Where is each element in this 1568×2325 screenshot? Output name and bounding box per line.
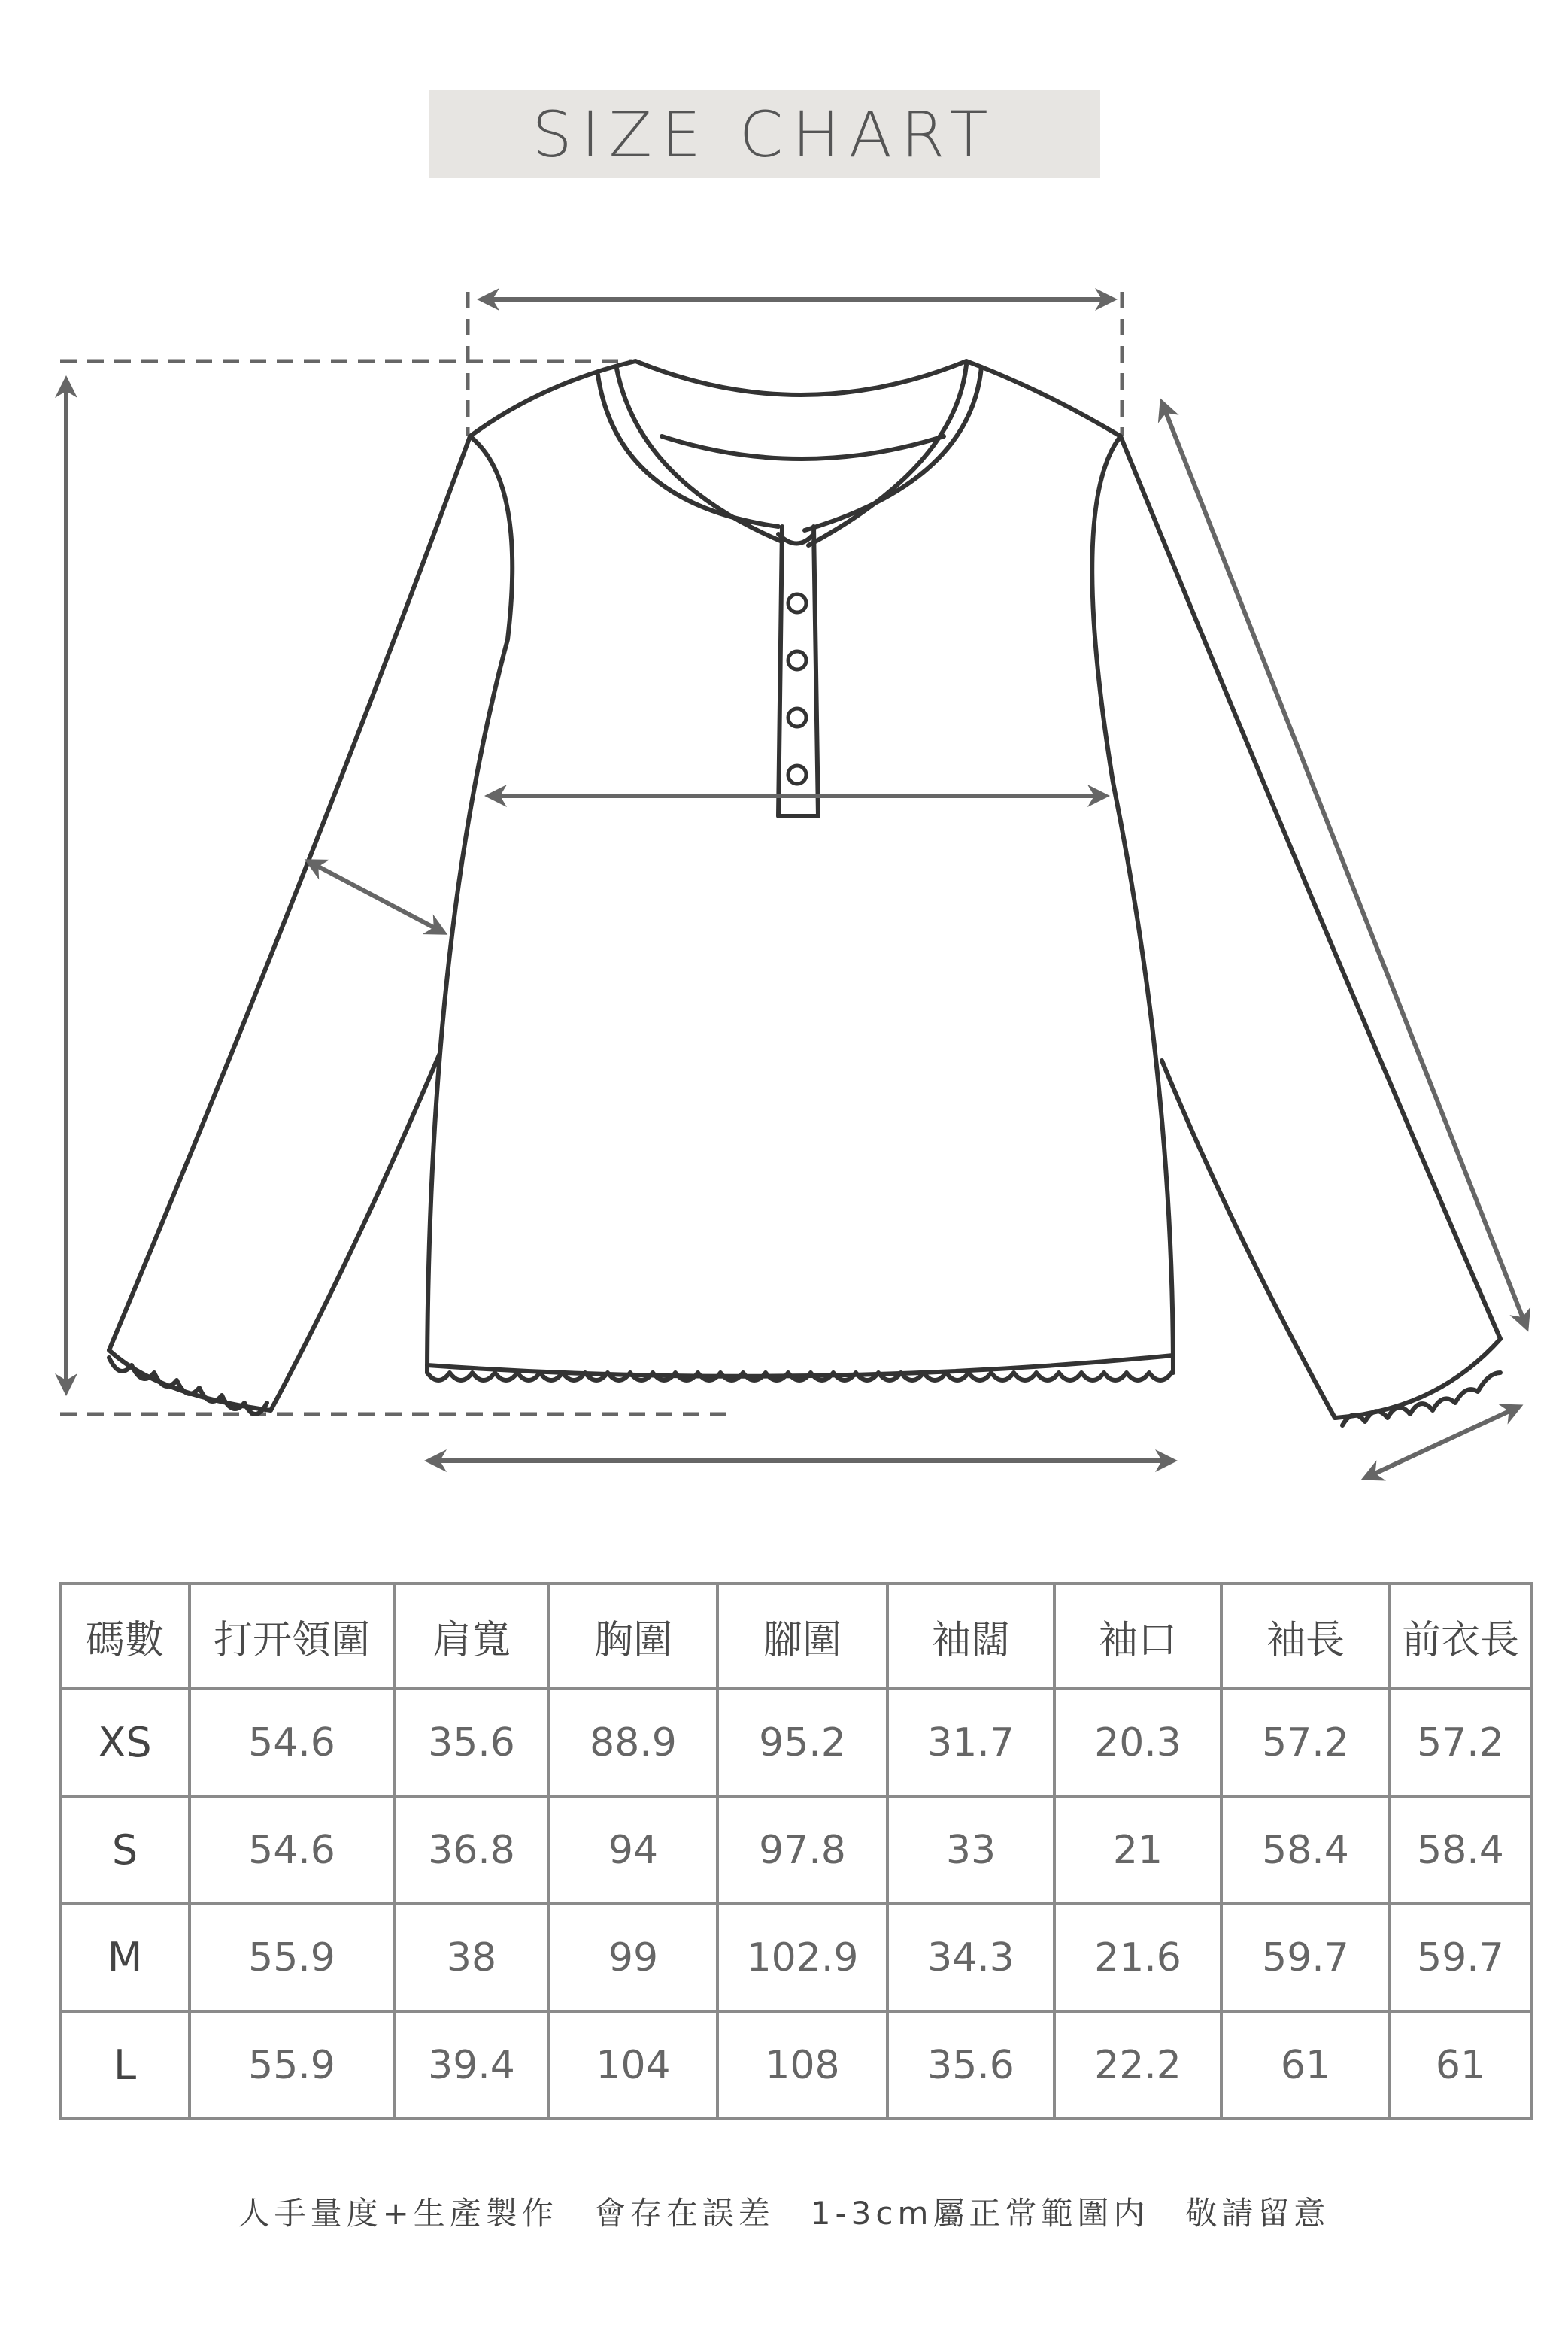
value-cell: 54.6 [190,1689,394,1796]
value-cell: 38 [394,1904,549,2011]
value-cell: 59.7 [1390,1904,1531,2011]
header-shoulder: 肩寬 [394,1583,549,1689]
value-cell: 108 [717,2011,887,2119]
value-cell: 102.9 [717,1904,887,2011]
placket-buttons [788,594,806,784]
value-cell: 57.2 [1221,1689,1390,1796]
page-title: SIZE CHART [532,97,997,171]
value-cell: 88.9 [549,1689,717,1796]
sleeve-width-arrow [308,861,444,933]
value-cell: 35.6 [394,1689,549,1796]
header-neck: 打开領圍 [190,1583,394,1689]
header-chest: 胸圍 [549,1583,717,1689]
table-row [60,1796,1531,1904]
value-cell: 97.8 [717,1796,887,1904]
value-cell: 99 [549,1904,717,2011]
size-cell: L [60,2011,190,2119]
table-row [60,1689,1531,1796]
value-cell: 35.6 [887,2011,1054,2119]
header-front-length: 前衣長 [1390,1583,1531,1689]
value-cell: 61 [1221,2011,1390,2119]
measurement-note: 人手量度+生產製作 會存在誤差 1-3cm屬正常範圍内 敬請留意 [238,2195,1330,2232]
value-cell: 20.3 [1054,1689,1221,1796]
value-cell: 54.6 [190,1796,394,1904]
value-cell: 36.8 [394,1796,549,1904]
table-row [60,2011,1531,2119]
title-banner [429,90,1100,178]
value-cell: 58.4 [1221,1796,1390,1904]
value-cell: 21.6 [1054,1904,1221,2011]
value-cell: 33 [887,1796,1054,1904]
header-cuff: 袖口 [1054,1583,1221,1689]
size-cell: M [60,1904,190,2011]
value-cell: 55.9 [190,1904,394,2011]
value-cell: 104 [549,2011,717,2119]
value-cell: 31.7 [887,1689,1054,1796]
value-cell: 95.2 [717,1689,887,1796]
size-cell: S [60,1796,190,1904]
value-cell: 58.4 [1390,1796,1531,1904]
value-cell: 59.7 [1221,1904,1390,2011]
header-sleeve-width: 袖闊 [887,1583,1054,1689]
header-size: 碼數 [60,1583,190,1689]
size-table [59,1582,1533,2120]
size-cell: XS [60,1689,190,1796]
garment-diagram [0,256,1568,1504]
reference-lines [60,292,1122,1414]
value-cell: 22.2 [1054,2011,1221,2119]
value-cell: 57.2 [1390,1689,1531,1796]
value-cell: 94 [549,1796,717,1904]
table-header-row [60,1583,1531,1689]
header-hem: 腳圍 [717,1583,887,1689]
value-cell: 55.9 [190,2011,394,2119]
table-row [60,1904,1531,2011]
header-sleeve-length: 袖長 [1221,1583,1390,1689]
value-cell: 39.4 [394,2011,549,2119]
value-cell: 34.3 [887,1904,1054,2011]
shirt-outline [109,361,1500,1425]
value-cell: 61 [1390,2011,1531,2119]
value-cell: 21 [1054,1796,1221,1904]
